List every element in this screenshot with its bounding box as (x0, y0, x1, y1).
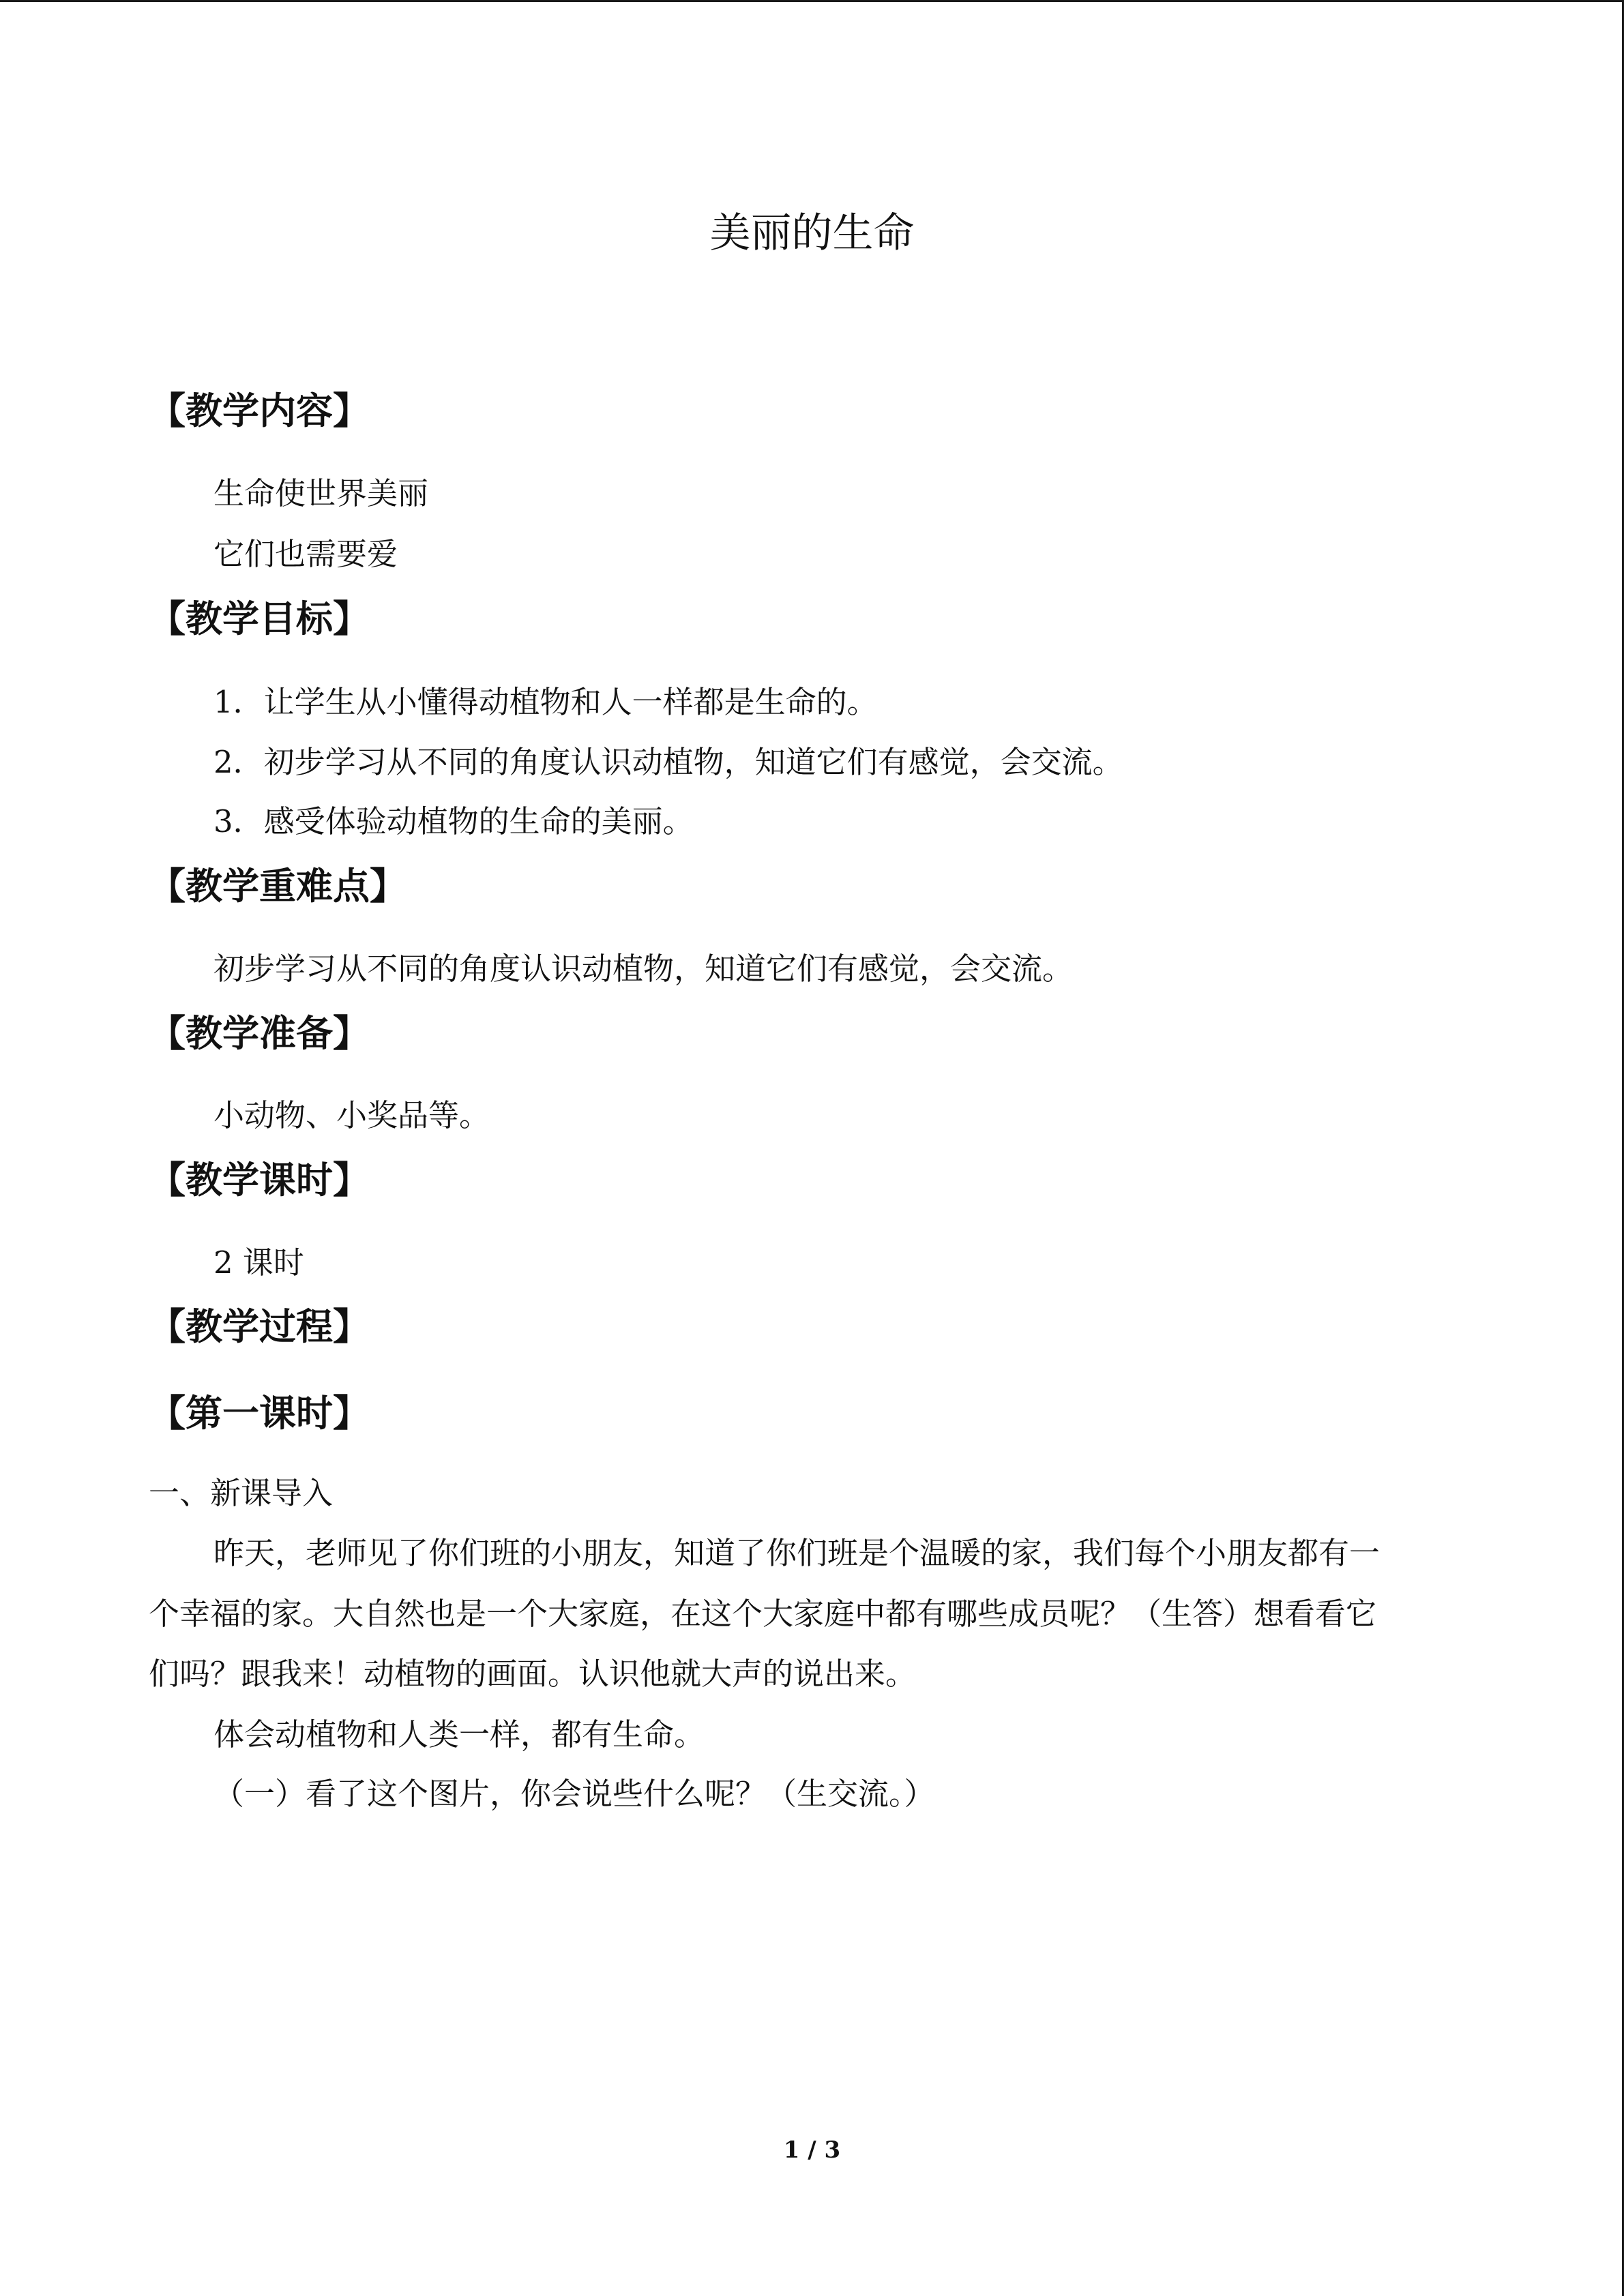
heading-class-hours: 【教学课时】 (149, 1159, 370, 1202)
heading-preparation: 【教学准备】 (149, 1012, 370, 1055)
heading-teaching-content: 【教学内容】 (149, 389, 370, 432)
heading-teaching-process: 【教学过程】 (149, 1305, 370, 1348)
page-border-top (0, 0, 1624, 2)
experience-paragraph: 体会动植物和人类一样，都有生命。 (213, 1716, 705, 1753)
document-title: 美丽的生命 (709, 209, 915, 257)
intro-paragraph-line-3: 们吗？跟我来！动植物的画面。认识他就大声的说出来。 (149, 1656, 917, 1692)
class-hours-text: 2 课时 (213, 1244, 304, 1281)
intro-paragraph-line-2: 个幸福的家。大自然也是一个大家庭，在这个大家庭中都有哪些成员呢？（生答）想看看它 (149, 1596, 1377, 1632)
goal-item-1: 1．让学生从小懂得动植物和人一样都是生命的。 (213, 684, 878, 720)
heading-first-lesson: 【第一课时】 (149, 1392, 370, 1435)
intro-paragraph-line-1: 昨天，老师见了你们班的小朋友，知道了你们班是个温暖的家，我们每个小朋友都有一 (213, 1535, 1381, 1571)
picture-question-paragraph: （一）看了这个图片，你会说些什么呢？（生交流。） (213, 1776, 935, 1812)
key-points-text: 初步学习从不同的角度认识动植物，知道它们有感觉，会交流。 (213, 951, 1074, 987)
subheading-new-lesson-intro: 一、新课导入 (149, 1475, 334, 1511)
goal-item-3: 3．感受体验动植物的生命的美丽。 (213, 803, 694, 839)
preparation-text: 小动物、小奖品等。 (213, 1097, 490, 1133)
heading-key-points: 【教学重难点】 (149, 865, 407, 908)
content-line-2: 它们也需要爱 (213, 536, 398, 572)
page-number: 1 / 3 (783, 2136, 841, 2164)
heading-teaching-goals: 【教学目标】 (149, 597, 370, 640)
goal-item-2: 2．初步学习从不同的角度认识动植物，知道它们有感觉，会交流。 (213, 744, 1123, 780)
content-line-1: 生命使世界美丽 (213, 475, 429, 511)
